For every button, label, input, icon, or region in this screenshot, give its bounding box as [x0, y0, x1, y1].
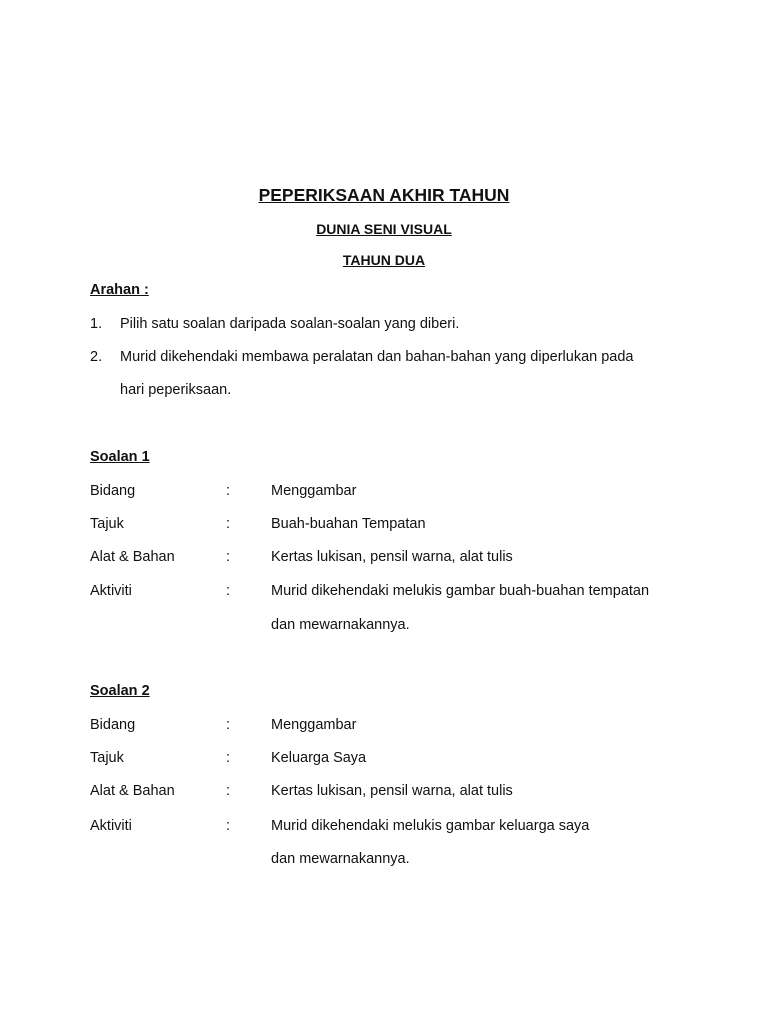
instruction-text: Pilih satu soalan daripada soalan-soalan yang diberi. [120, 316, 460, 332]
field-label: Aktiviti [90, 818, 132, 834]
field-label: Tajuk [90, 750, 124, 766]
field-value: Buah-buahan Tempatan [271, 516, 426, 532]
instructions-heading: Arahan : [90, 282, 149, 298]
question-2-heading: Soalan 2 [90, 683, 150, 699]
field-value: Kertas lukisan, pensil warna, alat tulis [271, 783, 513, 799]
exam-title: PEPERIKSAAN AKHIR TAHUN [258, 185, 510, 205]
field-colon: : [226, 583, 231, 599]
field-value: Kertas lukisan, pensil warna, alat tulis [271, 549, 513, 565]
field-label: Alat & Bahan [90, 783, 175, 799]
field-value: Keluarga Saya [271, 750, 367, 766]
instruction-number: 2. [90, 349, 103, 365]
field-value: Murid dikehendaki melukis gambar buah-buahan tempatan [271, 583, 650, 599]
field-value-continued: dan mewarnakannya. [271, 851, 410, 867]
field-value: Murid dikehendaki melukis gambar keluarga saya [271, 818, 590, 834]
question-1-heading: Soalan 1 [90, 449, 150, 465]
field-colon: : [226, 783, 231, 799]
field-colon: : [226, 516, 231, 532]
instruction-text: Murid dikehendaki membawa peralatan dan bahan-bahan yang diperlukan pada [120, 349, 634, 365]
field-label: Alat & Bahan [90, 549, 175, 565]
field-colon: : [226, 818, 231, 834]
field-value-continued: dan mewarnakannya. [271, 617, 410, 633]
field-colon: : [226, 483, 231, 499]
year-title: TAHUN DUA [342, 252, 426, 268]
field-value: Menggambar [271, 717, 357, 733]
field-value: Menggambar [271, 483, 357, 499]
instruction-number: 1. [90, 316, 103, 332]
field-colon: : [226, 750, 231, 766]
field-label: Bidang [90, 483, 136, 499]
field-label: Tajuk [90, 516, 124, 532]
field-colon: : [226, 717, 231, 733]
subject-title: DUNIA SENI VISUAL [316, 221, 452, 237]
instruction-text-continued: hari peperiksaan. [120, 382, 232, 398]
field-label: Aktiviti [90, 583, 132, 599]
field-colon: : [226, 549, 231, 565]
field-label: Bidang [90, 717, 136, 733]
